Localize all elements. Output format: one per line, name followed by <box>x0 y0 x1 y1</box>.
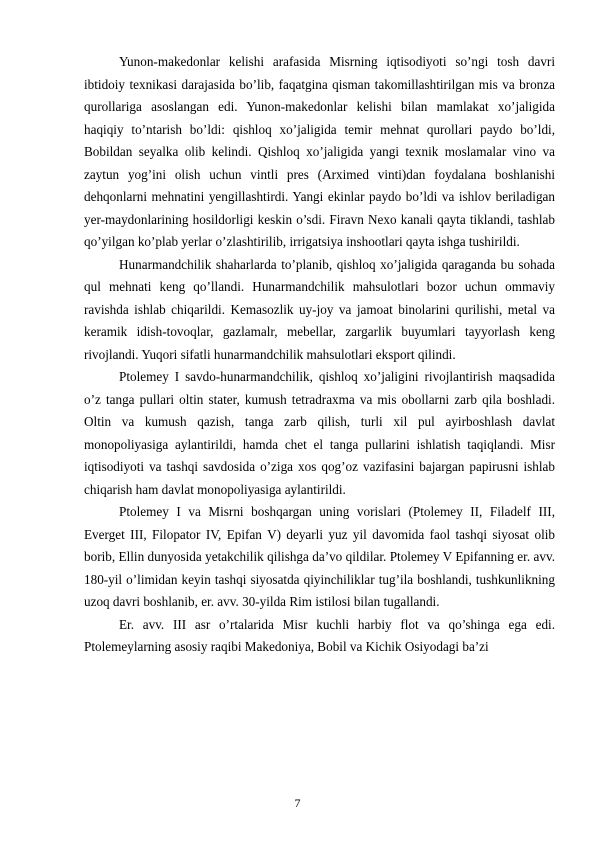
page-number: 7 <box>294 796 301 810</box>
page-body <box>84 51 555 659</box>
paragraph-2: Hunarmandchilik shaharlarda to’planib, qishloq xo’jaligida qaraganda bu sohada qul mehnati keng qo’llandi. Hunarmandchilik mahsulotlari bozor uchun ommaviy ravishda ishlab chiqarildi. Kemasozlik uy-joy va jamoat binolarini qurilishi, metal va keramik idish-tovoqlar, gazlamalr, mebellar, zargarlik buyumlari tayyorlash keng rivojlandi. Yuqori sifatli hunarmandchilik mahsulotlari eksport qilindi. <box>84 256 555 362</box>
paragraph-3: Ptolemey I savdo-hunarmandchilik, qishloq xo’jaligini rivojlantirish maqsadida o’z tanga pullari oltin stater, kumush tetradraxma va mis obollarni zarb qila boshladi. Oltin va kumush qazish, tanga zarb qilish, turli xil pul ayirboshlash davlat monopoliyasiga aylantirildi, hamda chet el tanga pullarini ishlatish taqiqlandi. Misr iqtisodiyoti va tashqi savdosida o’ziga xos qog’oz vazifasini bajargan papirusni ishlab chiqarish ham davlat monopoliyasiga aylantirildi. <box>84 369 555 497</box>
paragraph-1: Yunon-makedonlar kelishi arafasida Misrning iqtisodiyoti so’ngi tosh davri ibtidoiy texnikasi darajasida bo’lib, faqatgina qisman takomillashtirilgan mis va bronza qurollariga asoslangan edi. Yunon-makedonlar kelishi bilan mamlakat xo’jaligida haqiqiy to’ntarish bo’ldi: qishloq xo’jaligida temir mehnat qurollari paydo bo’ldi, Bobildan seyalka olib kelindi. Qishloq xo’jaligida yangi texnik moslamalar vino va zaytun yog’ini olish uchun vintli pres (Arximed vinti)dan foydalana boshlanishi dehqonlarni mehnatini yengillashtirdi. Yangi ekinlar paydo bo’ldi va ishlov beriladigan yer-maydonlarining hosildorligi keskin o’sdi. Firavn Nexo kanali qayta tiklandi, tashlab qo’yilgan ko’plab yerlar o’zlashtirilib, irrigatsiya inshootlari qayta ishga tushirildi. <box>84 54 555 249</box>
paragraph-4: Ptolemey I va Misrni boshqargan uning vorislari (Ptolemey II, Filadelf III, Everget III, Filopator IV, Epifan V) deyarli yuz yil davomida faol tashqi siyosat olib borib, Ellin dunyosida yetakchilik qilishga da’vo qildilar. Ptolemey V Epifanning er. avv. 180-yil o’limidan keyin tashqi siyosatda qiyinchiliklar tug’ila boshlandi, tushkunlikning uzoq davri boshlanib, er. avv. 30-yilda Rim istilosi bilan tugallandi. <box>84 504 555 609</box>
paragraph-5: Er. avv. III asr o’rtalarida Misr kuchli harbiy flot va qo’shinga ega edi. Ptolemeylarning asosiy raqibi Makedoniya, Bobil va Kichik Osiyodagi ba’zi <box>84 616 555 654</box>
